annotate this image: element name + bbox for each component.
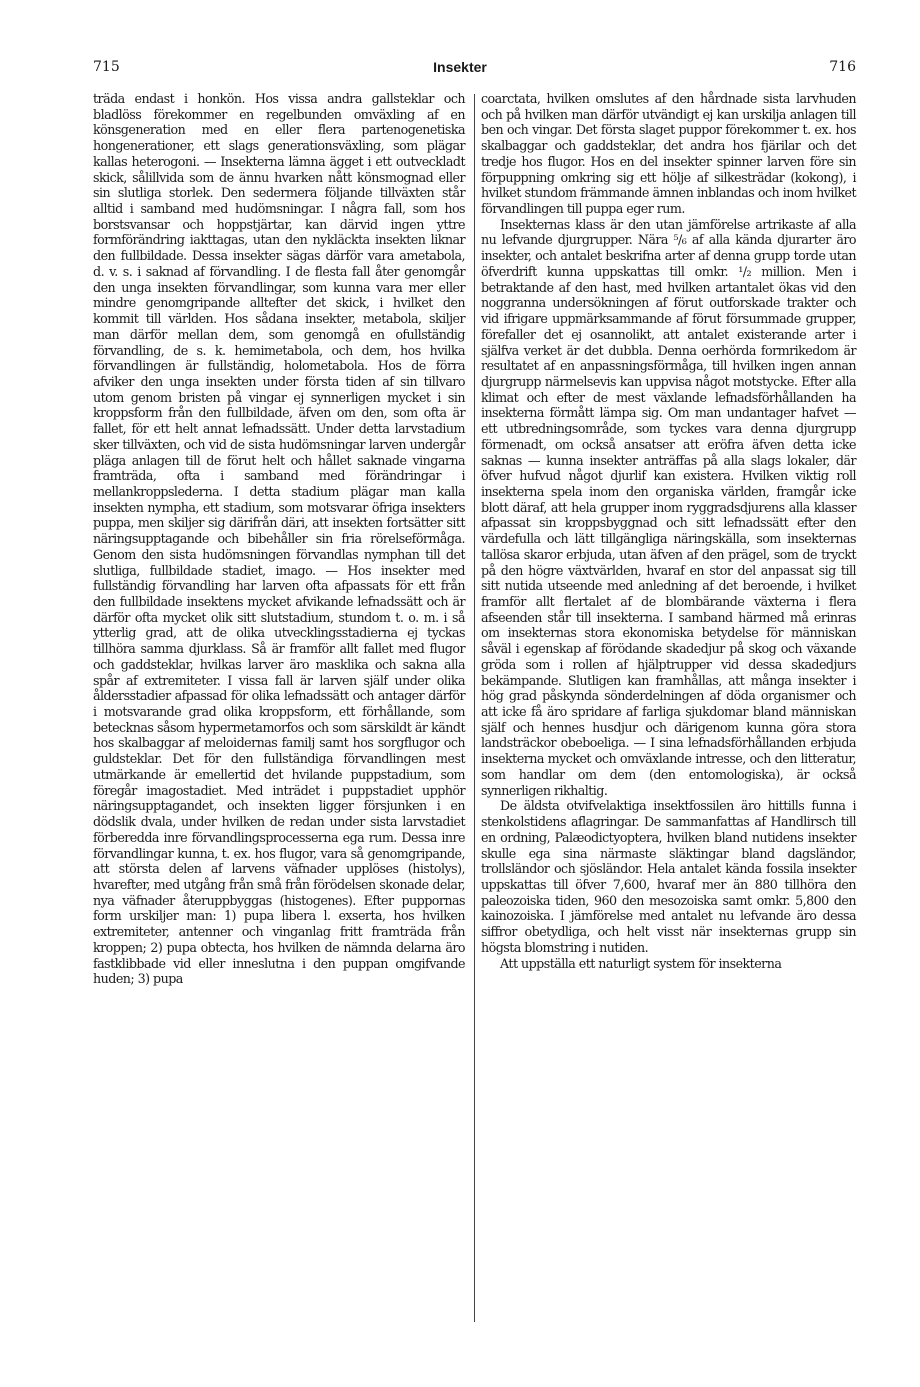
paragraph: Att uppställa ett naturligt system för insekterna <box>500 955 782 971</box>
right-page-number: 716 <box>829 59 856 75</box>
paragraph: Insekternas klass är den utan jämförelse artrikaste af alla nu lefvande djurgrupper. Nära ⁵/₆ af alla kända djurarter äro insekter, och antalet beskrifna arter af denna grupp torde utan öfverdrift kunna uppskattas till omkr. ¹/₂ million. Men i betraktande af den hast, med hvilken artantalet ökas vid den noggranna undersökningen af förut outforskade trakter och vid ifrigare uppmärksammande af förut försummade grupper, förefaller det ej osannolikt, att antalet existerande arter i själfva verket är det dubbla. Denna oerhörda formrikedom är resultatet af en anpassningsförmåga, till hvilken ingen annan djurgrupp närmelsevis kan uppvisa något motstycke. Efter alla klimat och efter de mest växlande lefnadsförhållanden ha insekterna förmått lämpa sig. Om man undantager hafvet — ett utbredningsområde, som tyckes vara denna djurgrupp förmenadt, om också ansatser att eröfra äfven detta icke saknas — kunna insekter anträffas på alla slags lokaler, där öfver hufvud något djurlif kan existera. Hvilken viktig roll insekterna spela inom den organiska världen, framgår icke blott däraf, att hela grupper inom ryggradsdjurens alla klasser afpassat sin kroppsbyggnad och sitt lefnadssätt efter den värdefulla och lätt tillgängliga näringskälla, som insekternas tallösa skaror erbjuda, utan äfven af den prägel, som de tryckt på den högre växtvärlden, hvaraf en stor del anpassat sig till sitt nutida utseende med anledning af det beroende, i hvilket framför allt flertalet af de blombärande växterna i flera afseenden står till insekterna. I samband härmed må erinras om insekternas stora ekonomiska betydelse för människan såväl i egenskap af förödande skadedjur på skog och växande gröda som i rollen af hjälptrupper vid dessa skadedjurs bekämpande. Slutligen kan framhållas, att många insekter i hög grad påskynda sönderdelningen af döda organismer och att icke få äro spridare af farliga sjukdomar bland människan själf och hennes husdjur och därigenom kunna göra stora landsträckor obeboeliga. — I sina lefnadsförhållanden erbjuda insekterna mycket och omväxlande intresse, och den litteratur, som handlar om dem (den entomologiska), är också synnerligen rikhaltig. <box>481 216 856 798</box>
right-column <box>481 91 856 971</box>
paragraph: träda endast i honkön. Hos vissa andra gallsteklar och bladlöss förekommer en regelbunden omväxling af en könsgeneration med en eller flera partenogenetiska hongenerationer, ett slags generationsväxling, som plägar kallas heterogoni. — Insekterna lämna ägget i ett outveckladt skick, sålillvida som de ännu hvarken nått könsmognad eller sin slutliga storlek. Den sedermera följande tillväxten står alltid i samband med hudömsningar. I några fall, som hos borstsvansar och hoppstjärtar, kan därvid ingen yttre formförändring iakttagas, utan den nykläckta insekten liknar den fullbildade. Dessa insekter sägas därför vara ametabola, d. v. s. i saknad af förvandling. I de flesta fall åter genomgår den unga insekten förvandlingar, som kunna vara mer eller mindre genomgripande alltefter det skick, i hvilket den kommit till världen. Hos sådana insekter, metabola, skiljer man därför mellan dem, som genomgå en ofullständig förvandling, de s. k. hemimetabola, och dem, hos hvilka förvandlingen är fullständig, holometabola. Hos de förra afviker den unga insekten under första tiden af sin tillvaro utom genom bristen på vingar ej synnerligen mycket i sin kroppsform från den fullbildade, äfven om den, som ofta är fallet, för ett helt annat lefnadssätt. Under detta larvstadium sker tillväxten, och vid de sista hudömsningar larven undergår pläga anlagen till de förut helt och hållet saknade vingarna framträda, ofta i samband med förändringar i mellankroppslederna. I detta stadium plägar man kalla insekten nympha, ett stadium, som motsvarar öfriga insekters puppa, men skiljer sig därifrån däri, att insekten fortsätter sitt näringsupptagande och bibehåller sin fria rörelseförmåga. Genom den sista hudömsningen förvandlas nymphan till det slutliga, fullbildade stadiet, imago. — Hos insekter med fullständig förvandling har larven ofta afpassats för ett från den fullbildade insektens mycket afvikande lefnadssätt och är därför ofta mycket olik sitt slutstadium, stundom t. o. m. i så ytterlig grad, att de olika utvecklingsstadierna ej tyckas tillhöra samma djurklass. Så är framför allt fallet med flugor och gaddsteklar, hvilkas larver äro masklika och sakna alla spår af extremiteter. I vissa fall är larven själf under olika åldersstadier afpassad för olika lefnadssätt och antager därför i motsvarande grad olika kroppsform, ett förhållande, som betecknas såsom hypermetamorfos och som särskildt är kändt hos skalbaggar af meloidernas familj samt hos sorgflugor och guldsteklar. Det för den fullständiga förvandlingen mest utmärkande är emellertid det hvilande puppstadium, som föregår imagostadiet. Med inträdet i puppstadiet upphör näringsupptagandet, och insekten ligger försjunken i en dödslik dvala, under hvilken de redan under sista larvstadiet förberedda inre förvandlingsprocesserna ega rum. Dessa inre förvandlingar kunna, t. ex. hos flugor, vara så genomgripande, att största delen af larvens väfnader upplöses (histolys), hvarefter, med utgång från små från förödelsen skonade delar, nya väfnader återuppbyggas (histogenes). Efter puppornas form urskiljer man: 1) pupa libera l. exserta, hos hvilken extremiteter, antenner och vinganlag fritt framträda från kroppen; 2) pupa obtecta, hos hvilken de nämnda delarna äro fastklibbade vid eller inneslutna i den puppan omgifvande huden; 3) pupa <box>93 91 465 987</box>
running-title: Insekter <box>433 59 487 75</box>
paragraph: coarctata, hvilken omslutes af den hårdnade sista larvhuden och på hvilken man därför utvändigt ej kan urskilja anlagen till ben och vingar. Det första slaget puppor förekommer t. ex. hos skalbaggar och gaddsteklar, det andra hos fjärilar och det tredje hos flugor. Hos en del insekter spinner larven före sin förpuppning omkring sig ett hölje af silkesträdar (kokong), i hvilket stundom främmande ämnen inblandas och inom hvilket förvandlingen till puppa eger rum. <box>481 91 856 217</box>
paragraph: De äldsta otvifvelaktiga insektfossilen äro hittills funna i stenkolstidens aflagringar. De sammanfattas af Handlirsch till en ordning, Palæodictyoptera, hvilken bland nutidens insekter skulle ega sina närmaste släktingar bland dagsländor, trollsländor och sjösländor. Hela antalet kända fossila insekter uppskattas till öfver 7,600, hvaraf mer än 880 tillhöra den paleozoiska tiden, 960 den mesozoiska samt omkr. 5,800 den kainozoiska. I jämförelse med antalet nu lefvande äro dessa siffror obetydliga, och helt visst när insekternas grupp sin högsta blomstring i nutiden. <box>481 798 856 955</box>
left-page-number: 715 <box>93 59 120 75</box>
left-column <box>93 91 465 987</box>
column-divider <box>474 94 475 1322</box>
